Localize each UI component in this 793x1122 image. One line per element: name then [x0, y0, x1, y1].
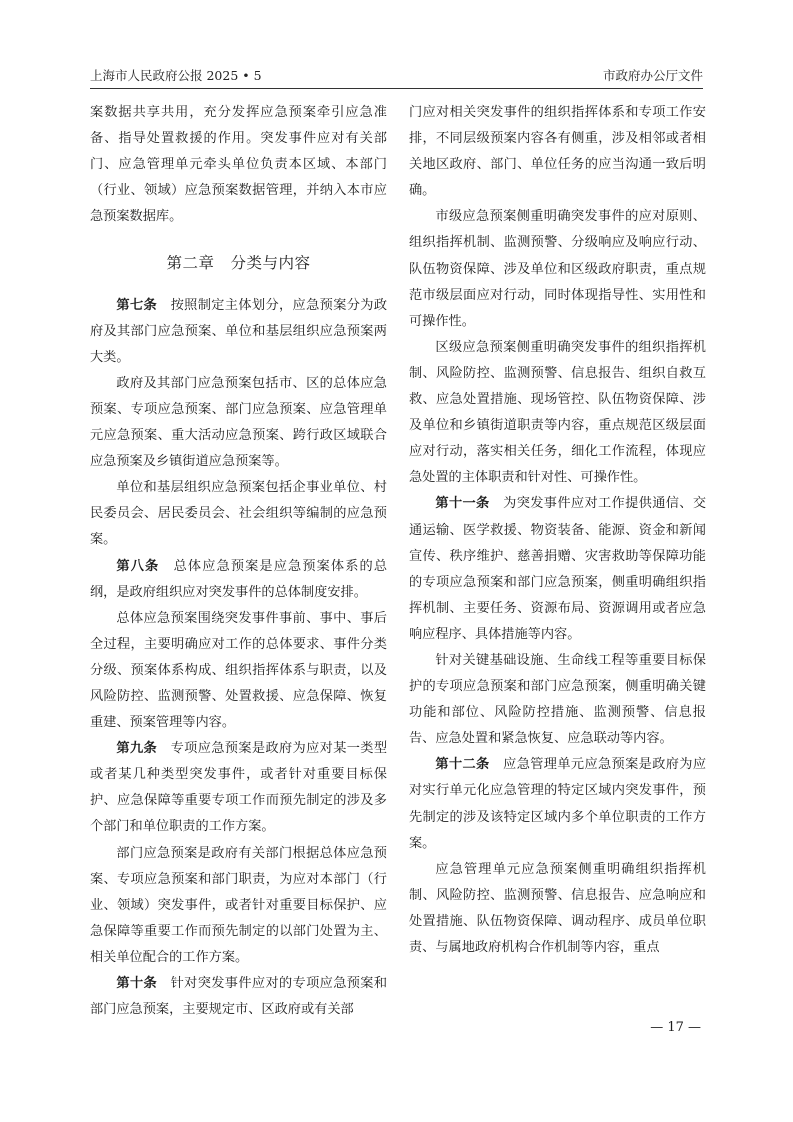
journal-title: 上海市人民政府公报 2025 • 5: [90, 68, 262, 83]
chapter-heading: 第二章 分类与内容: [166, 254, 311, 273]
article-9: [90, 736, 387, 840]
paragraph: 单位和基层组织应急预案包括企事业单位、村民委员会、居民委员会、社会组织等编制的应急预案。: [90, 480, 387, 548]
paragraph: 区级应急预案侧重明确突发事件的组织指挥机制、风险防控、监测预警、信息报告、组织自救互救、应急处置措施、现场管控、队伍物资保障、涉及单位和乡镇街道职责等内容，重点规范区级层面应对行动，落实相关任务，细化工作流程，体现应急处置的主体职责和针对性、可操作性。: [409, 339, 706, 486]
paragraph: 针对关键基础设施、生命线工程等重要目标保护的专项应急预案和部门应急预案，侧重明确关键功能和部位、风险防控措施、监测预警、信息报告、应急处置和紧急恢复、应急联动等内容。: [409, 652, 706, 747]
article-12: [409, 752, 706, 856]
paragraph: 门应对相关突发事件的组织指挥体系和专项工作安排，不同层级预案内容各有侧重，涉及相邻或者相关地区政府、部门、单位任务的应当沟通一致后明确。: [409, 105, 706, 199]
article-label: 第十条: [116, 976, 158, 991]
section-title: 市政府办公厅文件: [602, 68, 703, 83]
article-label: 第十二条: [435, 757, 490, 773]
article-text: 专项应急预案是政府为应对某一类型或者某几种类型突发事件，或者针对重要目标保护、应急保障等重要专项工作而预先制定的涉及多个部门和单位职责的工作方案。: [90, 741, 388, 835]
article-11: [409, 491, 706, 648]
article-text: 按照制定主体划分，应急预案分为政府及其部门应急预案、单位和基层组织应急预案两大类。: [90, 297, 388, 365]
paragraph: 市级应急预案侧重明确突发事件的应对原则、组织指挥机制、监测预警、分级响应及响应行动、队伍物资保障、涉及单位和区级政府职责，重点规范市级层面应对行动，同时体现指导性、实用性和可操作性。: [409, 209, 706, 329]
article-text: 应急管理单元应急预案是政府为应对实行单元化应急管理的特定区域内突发事件，预先制定的涉及该特定区域内多个单位职责的工作方案。: [409, 757, 707, 851]
paragraph: 应急管理单元应急预案侧重明确组织指挥机制、风险防控、监测预警、信息报告、应急响应和处置措施、队伍物资保障、调动程序、成员单位职责、与属地政府机构合作机制等内容，重点: [409, 861, 706, 955]
article-label: 第七条: [116, 297, 158, 313]
article-text: 为突发事件应对工作提供通信、交通运输、医学救援、物资装备、能源、资金和新闻宣传、秩序维护、慈善捐赠、灾害救助等保障功能的专项应急预案和部门应急预案，侧重明确组织指挥机制、主要任务、资源布局、资源调用或者应急响应程序、具体措施等内容。: [409, 496, 707, 642]
article-label: 第八条: [116, 558, 160, 574]
page-header: [90, 66, 703, 84]
article-label: 第十一条: [435, 496, 490, 512]
left-column: [90, 100, 387, 1023]
paragraph: 总体应急预案围绕突发事件事前、事中、事后全过程，主要明确应对工作的总体要求、事件分类分级、预案体系构成、组织指挥体系与职责，以及风险防控、监测预警、处置救援、应急保障、恢复重建、预案管理等内容。: [90, 610, 387, 731]
paragraph: 部门应急预案是政府有关部门根据总体应急预案、专项应急预案和部门职责，为应对本部门（行业、领域）突发事件，或者针对重要目标保护、应急保障等重要工作而预先制定的以部门处置为主、相关单位配合的工作方案。: [90, 845, 387, 965]
article-text: 总体应急预案是应急预案体系的总纲，是政府组织应对突发事件的总体制度安排。: [90, 558, 388, 600]
article-7: [90, 293, 387, 371]
article-label: 第九条: [116, 741, 158, 757]
paragraph: 案数据共享共用，充分发挥应急预案牵引应急准备、指导处置救援的作用。突发事件应对有关部门、应急管理单元牵头单位负责本区域、本部门（行业、领域）应急预案数据管理，并纳入本市应急预案数据库。: [90, 105, 387, 225]
article-8: [90, 554, 387, 606]
page-number: — 17 —: [650, 1020, 701, 1035]
article-text: 针对突发事件应对的专项应急预案和部门应急预案，主要规定市、区政府或有关部: [90, 976, 388, 1018]
article-10: [90, 971, 387, 1023]
right-column: [409, 100, 706, 961]
paragraph: 政府及其部门应急预案包括市、区的总体应急预案、专项应急预案、部门应急预案、应急管理单元应急预案、重大活动应急预案、跨行政区域联合应急预案及乡镇街道应急预案等。: [90, 375, 387, 470]
header-rule: [90, 88, 703, 89]
